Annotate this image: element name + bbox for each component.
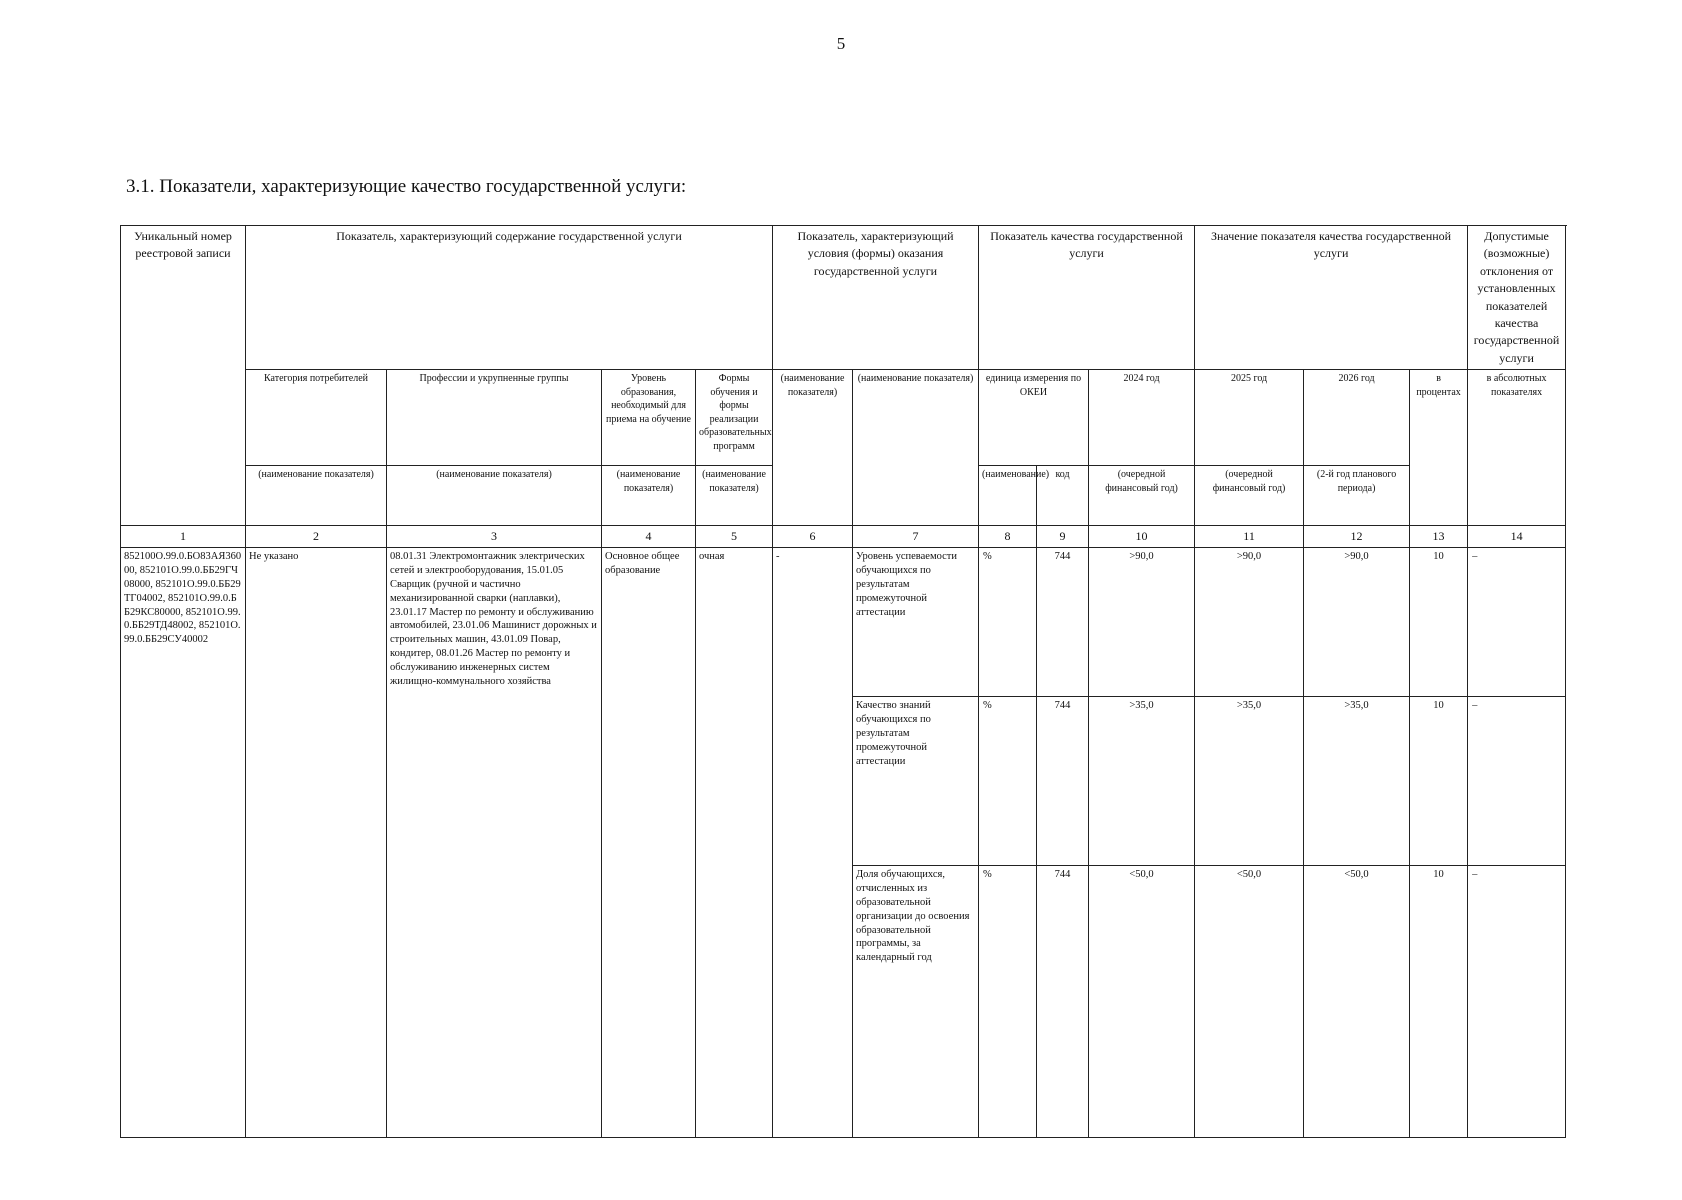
record-education-level: Основное общее образование [602, 548, 696, 1138]
section-title: 3.1. Показатели, характеризующие качество государственной услуги: [126, 176, 687, 197]
column-number: 13 [1410, 526, 1468, 548]
indicator-unit: % [979, 866, 1037, 1138]
column-number: 10 [1089, 526, 1195, 548]
indicator-unit: % [979, 697, 1037, 866]
indicator-value-2025: >90,0 [1195, 548, 1304, 697]
indicator-value-2024: >35,0 [1089, 697, 1195, 866]
header-condition-name: (наименование показателя) [773, 370, 853, 526]
header-unit-code: код [1037, 466, 1089, 526]
indicator-deviation-absolute: – [1468, 697, 1566, 866]
page-number: 5 [836, 34, 846, 53]
header-sub-name-3: (наименование показателя) [387, 466, 602, 526]
indicator-code: 744 [1037, 866, 1089, 1138]
column-number: 11 [1195, 526, 1304, 548]
header-sub-name-2: (наименование показателя) [246, 466, 387, 526]
indicator-value-2026: >90,0 [1304, 548, 1410, 697]
header-fy-2024: (очередной финансовый год) [1089, 466, 1195, 526]
indicator-name: Качество знаний обучающихся по результатам промежуточной аттестации [853, 697, 979, 866]
header-value-group: Значение показателя качества государственной услуги [1195, 226, 1468, 370]
column-number: 1 [121, 526, 246, 548]
record-col6: - [773, 548, 853, 1138]
indicator-value-2024: <50,0 [1089, 866, 1195, 1138]
record-reg-numbers: 852100О.99.0.БО83АЯ36000, 852101О.99.0.ББ29ГЧ08000, 852101О.99.0.ББ29ТГ04002, 852101О.99.0.ББ29КС80000, 852101О.99.0.ББ29ТД48002, 852101О.99.0.ББ29СУ40002 [121, 548, 246, 1138]
indicator-value-2026: >35,0 [1304, 697, 1410, 866]
header-fy-2026: (2-й год планового периода) [1304, 466, 1410, 526]
header-quality-name: (наименование показателя) [853, 370, 979, 526]
column-number: 5 [696, 526, 773, 548]
indicator-value-2025: <50,0 [1195, 866, 1304, 1138]
record-category: Не указано [246, 548, 387, 1138]
header-unit-name: (наименование) [979, 466, 1037, 526]
header-unit-okei: единица измерения по ОКЕИ [979, 370, 1089, 466]
column-number: 14 [1468, 526, 1566, 548]
column-number: 4 [602, 526, 696, 548]
header-professions: Профессии и укрупненные группы [387, 370, 602, 466]
header-reg-number: Уникальный номер реестровой записи [121, 226, 246, 526]
indicator-deviation-absolute: – [1468, 866, 1566, 1138]
record-study-form: очная [696, 548, 773, 1138]
column-number: 8 [979, 526, 1037, 548]
header-absolute: в абсолютных показателях [1468, 370, 1566, 526]
header-percent: в процентах [1410, 370, 1468, 526]
column-number: 6 [773, 526, 853, 548]
indicator-name: Уровень успеваемости обучающихся по результатам промежуточной аттестации [853, 548, 979, 697]
header-fy-2025: (очередной финансовый год) [1195, 466, 1304, 526]
column-number: 7 [853, 526, 979, 548]
header-study-forms: Формы обучения и формы реализации образовательных программ [696, 370, 773, 466]
column-number: 3 [387, 526, 602, 548]
indicator-value-2025: >35,0 [1195, 697, 1304, 866]
column-number: 9 [1037, 526, 1089, 548]
header-education-level: Уровень образования, необходимый для приема на обучение [602, 370, 696, 466]
header-consumer-category: Категория потребителей [246, 370, 387, 466]
indicator-unit: % [979, 548, 1037, 697]
indicator-deviation-percent: 10 [1410, 548, 1468, 697]
column-number: 2 [246, 526, 387, 548]
header-sub-name-4: (наименование показателя) [602, 466, 696, 526]
indicator-deviation-percent: 10 [1410, 697, 1468, 866]
indicator-value-2024: >90,0 [1089, 548, 1195, 697]
indicator-deviation-percent: 10 [1410, 866, 1468, 1138]
quality-indicators-table [120, 225, 1566, 1138]
record-professions: 08.01.31 Электромонтажник электрических сетей и электрооборудования, 15.01.05 Сварщик (ручной и частично механизированной сварки (наплавки), 23.01.17 Мастер по ремонту и обслуживанию автомобилей, 23.01.06 Машинист дорожных и строительных машин, 43.01.09 Повар, кондитер, 08.01.26 Мастер по ремонту и обслуживанию инженерных систем жилищно-коммунального хозяйства [387, 548, 602, 1138]
header-content-group: Показатель, характеризующий содержание государственной услуги [246, 226, 773, 370]
header-year-2026: 2026 год [1304, 370, 1410, 466]
indicator-value-2026: <50,0 [1304, 866, 1410, 1138]
header-year-2025: 2025 год [1195, 370, 1304, 466]
header-quality-group: Показатель качества государственной услуги [979, 226, 1195, 370]
indicator-name: Доля обучающихся, отчисленных из образовательной организации до освоения образовательной программы, за календарный год [853, 866, 979, 1138]
header-deviation-group: Допустимые (возможные) отклонения от установленных показателей качества государственной услуги [1468, 226, 1566, 370]
header-year-2024: 2024 год [1089, 370, 1195, 466]
indicator-code: 744 [1037, 548, 1089, 697]
indicator-deviation-absolute: – [1468, 548, 1566, 697]
header-conditions-group: Показатель, характеризующий условия (формы) оказания государственной услуги [773, 226, 979, 370]
header-sub-name-5: (наименование показателя) [696, 466, 773, 526]
column-number: 12 [1304, 526, 1410, 548]
indicator-code: 744 [1037, 697, 1089, 866]
